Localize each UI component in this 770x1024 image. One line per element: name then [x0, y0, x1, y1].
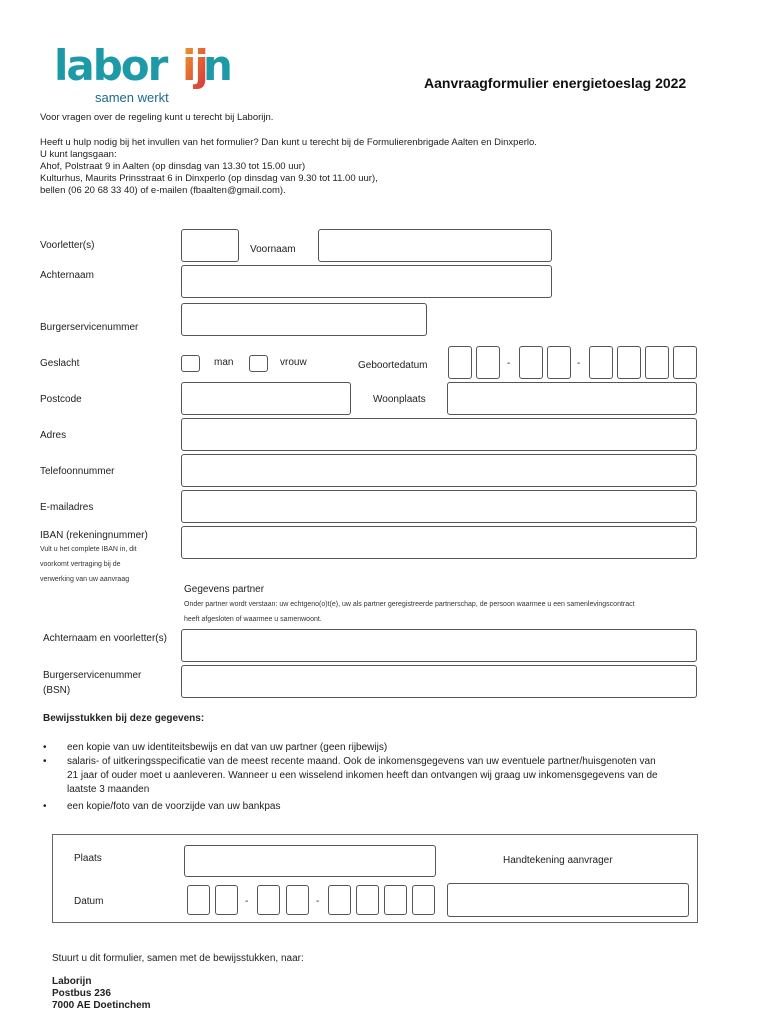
telefoon-input[interactable]: [181, 454, 697, 487]
bsn-input[interactable]: [181, 303, 427, 336]
signature-input[interactable]: [447, 883, 689, 917]
date-day-digit[interactable]: [215, 885, 238, 915]
achternaam-input[interactable]: [181, 265, 552, 298]
address-city: 7000 AE Doetinchem: [52, 1000, 151, 1011]
intro-line: bellen (06 20 68 33 40) of e-mailen (fbaalten@gmail.com).: [40, 185, 286, 196]
date-separator: -: [245, 896, 249, 907]
bsn-label: Burgerservicenummer: [40, 322, 139, 333]
iban-note: verwerking van uw aanvraag: [40, 576, 130, 583]
plaats-label: Plaats: [74, 853, 102, 864]
voornaam-label: Voornaam: [250, 244, 296, 255]
logo-tagline: samen werkt: [95, 90, 169, 105]
proof-heading: Bewijsstukken bij deze gegevens:: [43, 713, 205, 724]
proof-item: salaris- of uitkeringsspecificatie van de meest recente maand. Ook de inkomensgegevens van uw eventuele partner/huisgenoten van: [67, 756, 656, 767]
plaats-input[interactable]: [184, 845, 436, 877]
iban-label: IBAN (rekeningnummer): [40, 530, 148, 541]
birth-month-digit[interactable]: [547, 346, 571, 379]
birth-year-digit[interactable]: [673, 346, 697, 379]
geboortedatum-label: Geboortedatum: [358, 360, 428, 371]
intro-line: Ahof, Polstraat 9 in Aalten (op dinsdag van 13.30 tot 15.00 uur): [40, 161, 306, 172]
voornaam-input[interactable]: [318, 229, 552, 262]
man-checkbox[interactable]: [181, 355, 200, 372]
birth-month-digit[interactable]: [519, 346, 543, 379]
email-input[interactable]: [181, 490, 697, 523]
date-year-digit[interactable]: [412, 885, 435, 915]
intro-line: Voor vragen over de regeling kunt u terecht bij Laborijn.: [40, 112, 274, 123]
address-org: Laborijn: [52, 976, 92, 987]
iban-note: voorkomt vertraging bij de: [40, 561, 121, 568]
iban-note: Vult u het complete IBAN in, dit: [40, 546, 137, 553]
proof-item: 21 jaar of ouder moet u aanleveren. Wanneer u een wisselend inkomen heeft dan ontvangen wij graag uw inkomensgegevens van de: [67, 770, 658, 781]
svg-text:n: n: [203, 41, 231, 90]
iban-input[interactable]: [181, 526, 697, 559]
proof-item: laatste 3 maanden: [67, 784, 150, 795]
partner-bsn-label: Burgerservicenummer: [43, 670, 142, 681]
email-label: E-mailadres: [40, 502, 94, 513]
date-year-digit[interactable]: [356, 885, 379, 915]
date-separator: -: [507, 358, 511, 369]
vrouw-label: vrouw: [280, 357, 307, 368]
voorletters-input[interactable]: [181, 229, 239, 262]
datum-label: Datum: [74, 896, 104, 907]
svg-text:ij: ij: [182, 41, 207, 90]
proof-item: een kopie/foto van de voorzijde van uw bankpas: [67, 801, 281, 812]
birth-year-digit[interactable]: [617, 346, 641, 379]
partner-heading: Gegevens partner: [184, 584, 265, 595]
partner-name-label: Achternaam en voorletter(s): [43, 633, 167, 644]
partner-name-input[interactable]: [181, 629, 697, 662]
birth-year-digit[interactable]: [645, 346, 669, 379]
proof-item: een kopie van uw identiteitsbewijs en dat van uw partner (geen rijbewijs): [67, 742, 388, 753]
send-instruction: Stuurt u dit formulier, samen met de bewijsstukken, naar:: [52, 953, 304, 964]
bullet: •: [43, 756, 47, 767]
date-year-digit[interactable]: [384, 885, 407, 915]
achternaam-label: Achternaam: [40, 270, 94, 281]
date-month-digit[interactable]: [257, 885, 280, 915]
geslacht-label: Geslacht: [40, 358, 80, 369]
date-day-digit[interactable]: [187, 885, 210, 915]
voorletters-label: Voorletter(s): [40, 240, 95, 251]
partner-bsn-input[interactable]: [181, 665, 697, 698]
page-title: Aanvraagformulier energietoeslag 2022: [424, 75, 687, 91]
bullet: •: [43, 742, 47, 753]
bullet: •: [43, 801, 47, 812]
telefoon-label: Telefoonnummer: [40, 466, 115, 477]
date-separator: -: [577, 358, 581, 369]
intro-line: Kulturhus, Maurits Prinsstraat 6 in Dinxperlo (op dinsdag van 9.30 tot 11.00 uur),: [40, 173, 378, 184]
postcode-input[interactable]: [181, 382, 351, 415]
svg-text:labor: labor: [54, 41, 167, 90]
partner-note: Onder partner wordt verstaan: uw echtgeno(o)t(e), uw als partner geregistreerde partnerschap, de persoon waarmee u een samenlevingscontract: [184, 601, 635, 608]
postcode-label: Postcode: [40, 394, 82, 405]
date-separator: -: [316, 896, 320, 907]
date-month-digit[interactable]: [286, 885, 309, 915]
adres-label: Adres: [40, 430, 67, 441]
intro-line: Heeft u hulp nodig bij het invullen van het formulier? Dan kunt u terecht bij de Formulierenbrigade Aalten en Dinxperlo.: [40, 137, 537, 148]
woonplaats-input[interactable]: [447, 382, 697, 415]
handtekening-label: Handtekening aanvrager: [503, 855, 613, 866]
intro-line: U kunt langsgaan:: [40, 149, 117, 160]
birth-day-digit[interactable]: [448, 346, 472, 379]
woonplaats-label: Woonplaats: [373, 394, 426, 405]
vrouw-checkbox[interactable]: [249, 355, 268, 372]
partner-bsn-label: (BSN): [43, 685, 71, 696]
address-postbus: Postbus 236: [52, 988, 111, 999]
date-year-digit[interactable]: [328, 885, 351, 915]
birth-year-digit[interactable]: [589, 346, 613, 379]
birth-day-digit[interactable]: [476, 346, 500, 379]
man-label: man: [214, 357, 234, 368]
partner-note: heeft afgesloten of waarmee u samenwoont.: [184, 616, 322, 623]
adres-input[interactable]: [181, 418, 697, 451]
